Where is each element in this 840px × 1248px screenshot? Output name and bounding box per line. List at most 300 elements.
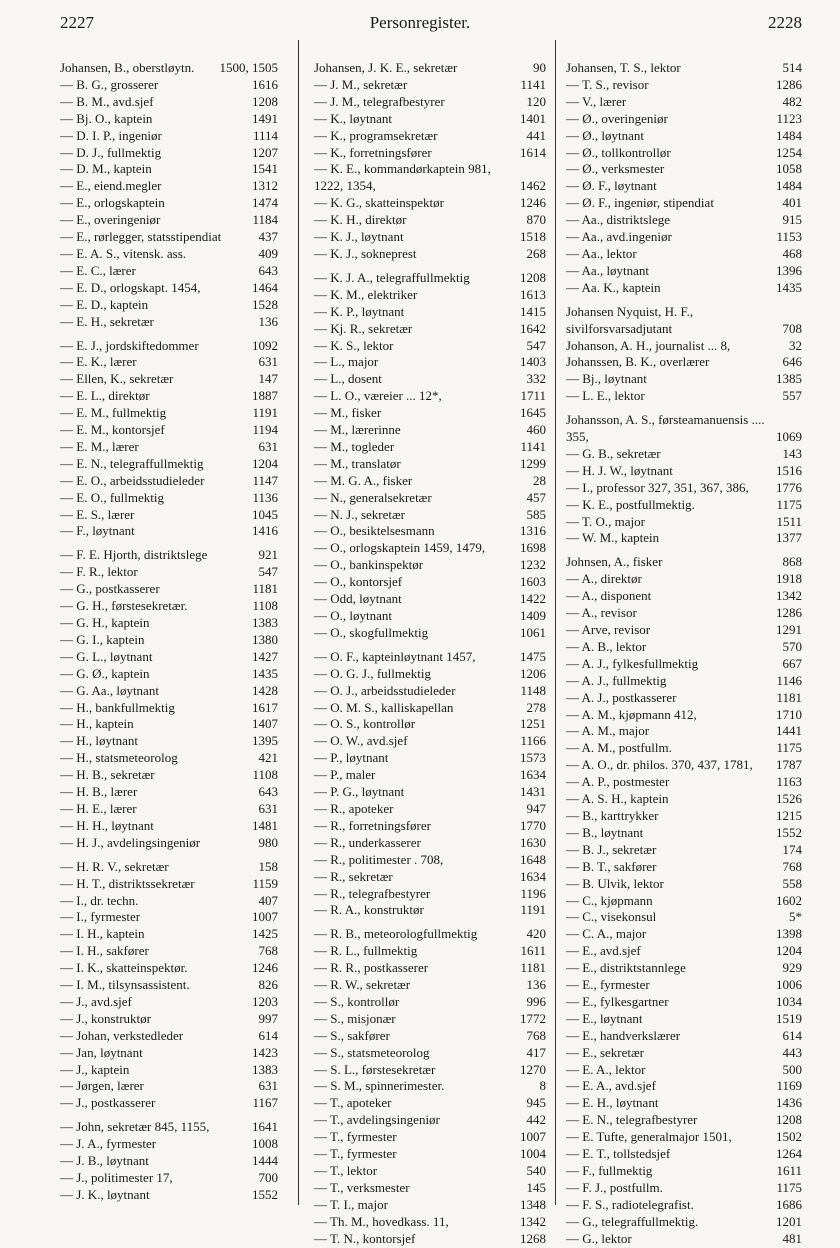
entry-name: — O., besiktelsesmann [314,523,435,539]
entry-name: — B. J., sekretær [566,841,657,857]
entry-name: — B. T., sakfører [566,858,657,874]
register-entry [566,740,802,757]
entry-page-ref: 570 [782,638,802,654]
register-entry [60,507,278,524]
entry-name: — P. G., løytnant [314,784,405,800]
entry-name: — I., fyrmester [60,909,141,925]
entry-name: — G. Aa., løytnant [60,682,159,698]
entry-name: — O., orlogskaptein 1459, 1479, [314,540,486,556]
register-entry [60,893,278,910]
entry-name: — K. E., postfullmektig. [566,496,695,512]
register-entry [314,77,546,94]
entry-page-ref: 514 [782,60,802,75]
entry-page-ref: 136 [526,977,546,993]
entry-page-ref: 1776 [776,479,802,495]
entry-page-ref: 420 [526,926,546,942]
entry-page-ref: 768 [526,1027,546,1043]
register-entry [314,229,546,246]
entry-page-ref: 409 [258,245,278,261]
register-entry [314,886,546,903]
entry-name: — S., kontrollør [314,993,400,1009]
register-entry [60,994,278,1011]
entry-name: — J. M., telegrafbestyrer [314,93,445,109]
register-entry [314,994,546,1011]
register-entry [314,960,546,977]
register-entry [60,338,278,355]
entry-page-ref: 1045 [252,506,278,522]
entry-page-ref: 631 [258,800,278,816]
entry-page-ref: 1181 [776,689,802,705]
register-entry [60,818,278,835]
column-divider [298,40,299,1205]
register-entry [314,649,546,666]
entry-name: — E. N., telegraffullmektig [60,455,204,471]
entry-page-ref: 631 [258,438,278,454]
register-entry [60,859,278,876]
entry-name: — H. H., løytnant [60,817,154,833]
entry-name: — A. J., fullmektig [566,672,667,688]
entry-name: — K., forretningsfører [314,144,432,160]
register-entry [60,297,278,314]
register-entry [566,977,802,994]
entry-page-ref: 1204 [252,455,278,471]
register-entry [566,622,802,639]
register-entry [314,835,546,852]
register-entry [566,639,802,656]
register-entry [566,412,802,446]
entry-page-ref: 1181 [520,960,546,976]
entry-name: — Aa., lektor [566,245,637,261]
register-entry [566,145,802,162]
register-entry [314,422,546,439]
register-entry [60,1095,278,1112]
entry-name: — N. J., sekretær [314,506,405,522]
register-column-1 [60,60,278,1204]
entry-page-ref: 980 [258,834,278,850]
register-entry [314,1028,546,1045]
entry-name: — E. N., telegrafbestyrer [566,1112,698,1128]
entry-page-ref: 1159 [252,875,278,891]
entry-page-ref: 1208 [520,269,546,285]
entry-page-ref: 1008 [252,1136,278,1152]
entry-page-ref: 441 [526,127,546,143]
entry-page-ref: 28 [533,472,546,488]
entry-page-ref: 1423 [252,1044,278,1060]
register-entry [60,77,278,94]
register-entry [314,784,546,801]
entry-page-ref: 421 [258,750,278,766]
page-number-right: 2228 [768,13,802,32]
entry-page-ref: 1167 [252,1095,278,1111]
entry-page-ref: 1541 [252,161,278,177]
register-entry [566,1129,802,1146]
entry-page-ref: 1502 [776,1129,802,1145]
register-entry [60,1119,278,1136]
register-entry [566,371,802,388]
register-entry [314,540,546,557]
entry-page-ref: 1552 [776,824,802,840]
entry-name: — J. M., sekretær [314,76,408,92]
entry-name: — M., lærerinne [314,422,401,438]
entry-name: — Bj., løytnant [566,371,647,387]
entry-name: — J., konstruktør [60,1010,151,1026]
entry-page-ref: 1634 [520,868,546,884]
entry-page-ref: 1401 [520,110,546,126]
entry-page-ref: 1396 [776,262,802,278]
entry-name: — M. G. A., fisker [314,472,413,488]
entry-name: — B. M., avd.sjef [60,93,154,109]
entry-page-ref: 1194 [252,422,278,438]
entry-name: Johansen, J. K. E., sekretær [314,60,458,75]
entry-name: — O., kontorsjef [314,574,403,590]
entry-page-ref: 1464 [252,279,278,295]
register-entry [566,229,802,246]
register-entry [566,530,802,547]
entry-name: — I. H., kaptein [60,926,145,942]
entry-page-ref: 1616 [252,76,278,92]
entry-page-ref: 417 [526,1044,546,1060]
entry-page-ref: 1617 [252,699,278,715]
register-entry [314,388,546,405]
entry-page-ref: 826 [258,977,278,993]
entry-name: — K. H., direktør [314,212,407,228]
entry-page-ref: 174 [782,841,802,857]
entry-name: — A. B., lektor [566,638,647,654]
register-entry [566,280,802,297]
register-entry [314,1129,546,1146]
entry-page-ref: 1427 [252,648,278,664]
register-entry [566,388,802,405]
entry-page-ref: 1526 [776,791,802,807]
entry-page-ref: 1611 [520,943,546,959]
register-entry [60,598,278,615]
entry-page-ref: 915 [782,212,802,228]
entry-page-ref: 1208 [776,1112,802,1128]
register-entry [314,287,546,304]
register-entry [566,909,802,926]
register-entry [314,60,546,77]
entry-name: — O. S., kontrollør [314,716,416,732]
entry-page-ref: 1207 [252,144,278,160]
entry-page-ref: 1196 [520,885,546,901]
entry-page-ref: 1169 [776,1078,802,1094]
register-entry [60,371,278,388]
register-entry [566,943,802,960]
register-entry [566,1062,802,1079]
entry-page-ref: 1206 [520,665,546,681]
entry-name: — B., karttrykker [566,807,659,823]
entry-page-ref: 1398 [776,926,802,942]
register-entry [60,1011,278,1028]
entry-name: — S. L., førstesekretær [314,1061,436,1077]
register-entry [60,212,278,229]
entry-name: — T., apoteker [314,1095,392,1111]
entry-page-ref: 1710 [776,706,802,722]
register-entry [314,405,546,422]
entry-page-ref: 700 [258,1170,278,1185]
register-entry [314,943,546,960]
entry-name: — E. D., kaptein [60,296,149,312]
entry-page-ref: 1383 [252,615,278,630]
entry-name: — Bj. O., kaptein [60,110,153,126]
entry-page-ref: 768 [258,943,278,959]
entry-page-ref: 921 [258,547,278,563]
register-entry [314,666,546,683]
register-entry [60,405,278,422]
entry-name: — A. M., kjøpmann 412, [566,706,697,722]
entry-name: — Ø., løytnant [566,127,644,143]
entry-page-ref: 585 [526,506,546,522]
entry-page-ref: 1444 [252,1153,278,1169]
entry-page-ref: 90 [533,60,546,75]
register-entry [314,321,546,338]
entry-name: — E. H., løytnant [566,1095,659,1111]
entry-name: — B., løytnant [566,824,644,840]
entry-page-ref: 1108 [252,767,278,783]
register-entry [60,354,278,371]
entry-page-ref: 1316 [520,523,546,539]
entry-name: — O. J., arbeidsstudieleder [314,682,456,698]
entry-name: — V., lærer [566,93,627,109]
entry-name: — J., politimester 17, [60,1170,173,1185]
entry-name: — E., avd.sjef [566,943,641,959]
entry-page-ref: 401 [782,195,802,211]
entry-name: — R., sekretær [314,868,393,884]
entry-page-ref: 1286 [776,76,802,92]
entry-page-ref: 1175 [776,1179,802,1195]
register-entry [566,757,802,774]
entry-name: — R., forretningsfører [314,817,431,833]
register-entry [566,723,802,740]
entry-name: — A. S. H., kaptein [566,791,669,807]
register-entry [60,943,278,960]
register-entry [314,574,546,591]
entry-name: — C. A., major [566,926,647,942]
entry-name: — I. H., sakfører [60,943,149,959]
entry-name: — E., orlogskaptein [60,195,165,211]
entry-name: — K., programsekretær [314,127,438,143]
register-entry [566,1112,802,1129]
register-entry [314,94,546,111]
entry-page-ref: 278 [526,699,546,715]
entry-page-ref: 1772 [520,1010,546,1026]
register-entry [60,683,278,700]
entry-name: — Aa., avd.ingeniør [566,229,672,245]
entry-page-ref: 1058 [776,161,802,177]
entry-name: — E., sekretær [566,1044,644,1060]
entry-page-ref: 1648 [520,851,546,867]
register-entry [566,514,802,531]
entry-name: — E. A., lektor [566,1061,646,1077]
register-entry [566,94,802,111]
entry-page-ref: 1918 [776,571,802,587]
entry-name: — E., handverkslærer [566,1027,681,1043]
entry-page-ref: 1422 [520,591,546,607]
entry-name: — M., translatør [314,455,401,471]
register-entry [566,588,802,605]
entry-page-ref: 1887 [252,388,278,404]
entry-name: — E. H., sekretær [60,313,154,329]
register-entry [566,808,802,825]
register-entry [60,388,278,405]
register-entry [566,994,802,1011]
entry-name: — Jørgen, lærer [60,1078,144,1094]
entry-page-ref: 868 [782,554,802,570]
entry-name: — Odd, løytnant [314,591,402,607]
register-entry [314,1062,546,1079]
entry-name: — G. H., førstesekretær. [60,598,188,614]
register-entry [566,304,802,338]
entry-name: — Ellen, K., sekretær [60,371,174,387]
entry-name: — E. T., tollstedsjef [566,1146,671,1162]
entry-page-ref: 929 [782,960,802,976]
entry-name: — H., kaptein [60,716,134,732]
register-entry [314,1146,546,1163]
entry-name: — G. Ø., kaptein [60,665,150,681]
entry-name: — D. I. P., ingeniør [60,127,162,143]
register-entry [566,825,802,842]
entry-page-ref: 547 [526,337,546,353]
entry-page-ref: 1191 [520,902,546,918]
entry-name: — O. M. S., kalliskapellan [314,699,454,715]
register-entry [314,1045,546,1062]
register-entry [60,1153,278,1170]
entry-name: — J. A., fyrmester [60,1136,157,1152]
entry-name: — John, sekretær 845, 1155, [60,1119,210,1135]
entry-page-ref: 1519 [776,1010,802,1026]
entry-page-ref: 1153 [776,229,802,245]
entry-page-ref: 1232 [520,557,546,573]
register-entry [566,212,802,229]
register-entry [566,1028,802,1045]
entry-page-ref: 1006 [776,977,802,993]
entry-page-ref: 1141 [520,76,546,92]
register-entry [60,128,278,145]
entry-page-ref: 1602 [776,892,802,908]
entry-page-ref: 1092 [252,337,278,353]
register-entry [314,608,546,625]
entry-name: — O., bankinspektør [314,557,424,573]
register-entry [60,473,278,490]
entry-name: Johansen Nyquist, H. F., sivilforsvarsadjutant [566,303,694,336]
entry-page-ref: 1146 [776,672,802,688]
entry-page-ref: 557 [782,388,802,404]
entry-name: — R. A., konstruktør [314,902,424,918]
entry-page-ref: 1435 [252,665,278,681]
register-entry [566,1095,802,1112]
entry-name: — H. E., lærer [60,800,137,816]
entry-name: — A., direktør [566,571,642,587]
entry-name: — Ø., tollkontrollør [566,144,671,160]
register-entry [314,490,546,507]
entry-page-ref: 1299 [520,455,546,471]
register-entry [314,304,546,321]
entry-page-ref: 540 [526,1163,546,1178]
register-entry [566,1214,802,1231]
register-entry [60,1078,278,1095]
entry-page-ref: 1428 [252,682,278,698]
register-entry [566,791,802,808]
entry-name: — A., revisor [566,605,637,621]
entry-name: — H., bankfullmektig [60,699,175,715]
entry-page-ref: 643 [258,262,278,278]
entry-name: — E. M., lærer [60,438,139,454]
register-entry [566,673,802,690]
register-entry [314,195,546,212]
entry-page-ref: 32 [789,337,802,353]
register-entry [566,463,802,480]
entry-name: — A. M., postfullm. [566,740,672,756]
entry-page-ref: 1481 [252,817,278,833]
entry-name: — R., politimester . 708, [314,851,444,867]
register-entry [60,784,278,801]
entry-page-ref: 1208 [252,93,278,109]
entry-page-ref: 1491 [252,110,278,126]
entry-page-ref: 1552 [252,1186,278,1202]
entry-name: — I., professor 327, 351, 367, 386, [566,479,749,495]
register-entry [314,977,546,994]
register-entry [60,178,278,195]
entry-page-ref: 442 [526,1112,546,1128]
entry-name: — F., fullmektig [566,1163,653,1178]
entry-name: — G. B., sekretær [566,445,661,461]
entry-name: Johanssen, B. K., overlærer [566,354,710,370]
register-entry [60,94,278,111]
entry-page-ref: 1136 [252,489,278,505]
register-entry [314,700,546,717]
register-entry [314,338,546,355]
entry-name: — T., verksmester [314,1179,410,1195]
entry-page-ref: 708 [782,320,802,336]
entry-name: — T. I., major [314,1196,388,1212]
entry-name: — E., rørlegger, statsstipendiat [60,229,222,245]
register-entry [314,371,546,388]
entry-name: — B. G., grosserer [60,76,159,92]
register-entry [60,145,278,162]
entry-name: — R., apoteker [314,800,394,816]
entry-page-ref: 158 [258,858,278,874]
register-entry [60,666,278,683]
entry-page-ref: 1312 [252,178,278,194]
entry-page-ref: 8 [539,1078,546,1094]
entry-page-ref: 1630 [520,834,546,850]
entry-name: — L., dosent [314,371,382,387]
register-entry [314,591,546,608]
register-entry [566,859,802,876]
register-entry [566,960,802,977]
entry-name: — Th. M., hovedkass. 11, [314,1213,449,1229]
entry-name: — S., sakfører [314,1027,390,1043]
entry-page-ref: 1291 [776,622,802,637]
register-entry [60,700,278,717]
register-entry [60,263,278,280]
entry-page-ref: 443 [782,1044,802,1060]
entry-name: — F. J., postfullm. [566,1179,663,1195]
register-entry [314,270,546,287]
register-entry [566,690,802,707]
entry-name: — G. H., kaptein [60,615,150,630]
entry-name: — O. W., avd.sjef [314,733,408,749]
register-entry [314,1214,546,1231]
register-entry [60,960,278,977]
register-entry [566,497,802,514]
entry-name: — O., skogfullmektig [314,624,429,640]
register-entry [314,767,546,784]
register-entry [314,439,546,456]
entry-page-ref: 646 [782,354,802,370]
entry-page-ref: 631 [258,354,278,370]
entry-page-ref: 143 [782,445,802,461]
